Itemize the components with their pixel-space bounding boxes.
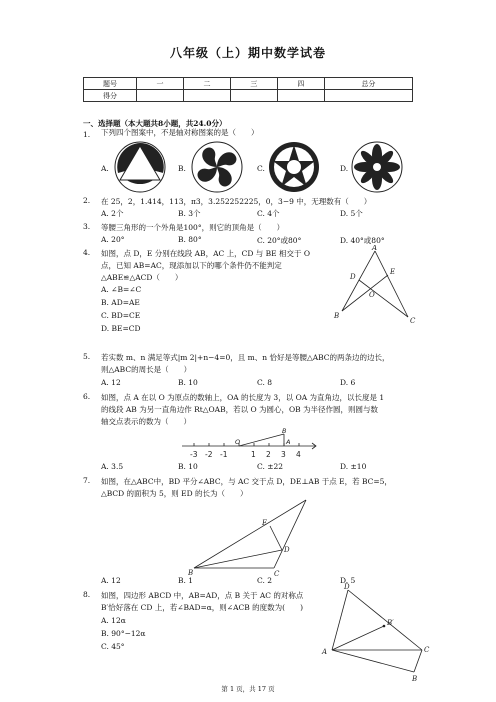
score-cell: 题号 [84, 78, 137, 90]
option-a: A. 20° [101, 235, 125, 244]
option-c: C. 4个 [257, 209, 280, 218]
option-b: B. 80° [178, 235, 202, 244]
label-d: D [350, 273, 356, 281]
label-b: B [412, 675, 418, 682]
question-number: 4. [83, 248, 91, 257]
label-d: D [344, 583, 350, 591]
option-d: D. 6 [340, 378, 356, 387]
question-line: 如图，点 D，E 分别在线段 AB，AC 上，CD 与 BE 相交于 O [101, 249, 311, 258]
question-line: △ABE≌△ACD（ ） [101, 273, 183, 282]
option-b: B. 10 [178, 462, 198, 471]
label-b: B [188, 569, 194, 576]
quadrilateral-abcd-figure [318, 582, 434, 682]
option-d: D. ±10 [340, 462, 367, 471]
label-b-prime: B′ [387, 619, 394, 627]
option-b: B. [178, 164, 186, 173]
section-heading: 一、选择题（本大题共8小题，共24.0分） [83, 119, 227, 128]
score-cell: 一 [137, 78, 184, 90]
option-a: A. 2个 [101, 209, 124, 218]
option-d: D. [340, 164, 349, 173]
page-title: 八年级（上）期中数学试卷 [169, 46, 326, 60]
score-cell [137, 90, 184, 102]
label-a: A [286, 438, 291, 446]
score-cell: 四 [277, 78, 324, 90]
score-table-header-row [84, 78, 413, 90]
question-line: 如图，点 A 在以 O 为原点的数轴上，OA 的长度为 3，以 OA 为直角边，以长度是 1 [101, 393, 385, 402]
label-c: C [424, 646, 430, 654]
question-line: B′恰好落在 CD 上，若∠BAD=α，则∠ACB 的度数为( ) [101, 603, 303, 612]
option-a: A. 12 [101, 576, 121, 585]
question-number: 3. [83, 222, 91, 231]
question-line: 轴交点表示的数为（ ） [101, 417, 191, 426]
pattern-b-image [190, 140, 244, 194]
label-e: E [390, 268, 396, 276]
option-a: A. 12 [101, 378, 121, 387]
origin-label: O [235, 438, 241, 446]
tick-label: 3 [281, 450, 286, 459]
triangle-bd-figure [188, 496, 314, 576]
option-b: B. 10 [178, 378, 198, 387]
page-footer: 第 1 页，共 17 页 [221, 685, 275, 693]
tick-label: -3 [190, 450, 198, 459]
option-d: D. 40°或80° [340, 236, 385, 245]
label-o: O [369, 291, 375, 299]
question-line: 如图，四边形 ABCD 中，AB=AD，点 B 关于 AC 的对称点 [101, 591, 304, 600]
option-c: C. 20°或80° [257, 236, 302, 245]
option-c: C. 8 [257, 378, 273, 387]
label-b: B [334, 312, 340, 320]
option-c: C. 45° [101, 642, 125, 651]
option-d: D. BE=CD [101, 324, 141, 333]
pattern-d-image [350, 140, 404, 194]
option-a: A. ∠B=∠C [101, 285, 142, 294]
label-e: E [262, 519, 268, 527]
score-cell [183, 90, 230, 102]
option-a: A. 12α [101, 616, 126, 625]
score-cell: 总分 [324, 78, 412, 90]
tick-label: 1 [251, 450, 256, 459]
question-line: 点，已知 AB=AC，现添加以下的哪个条件仍不能判定 [101, 261, 282, 270]
option-a: A. 3.5 [101, 462, 124, 471]
pattern-c-image [267, 140, 321, 194]
option-b: B. 90°−12α [101, 629, 146, 638]
option-d: D. 5 [340, 576, 356, 585]
option-b: B. 3个 [178, 209, 201, 218]
score-cell: 三 [230, 78, 277, 90]
tick-label: -1 [220, 450, 228, 459]
question-number: 2. [83, 196, 91, 205]
label-c: C [274, 570, 280, 576]
option-b: B. 1 [178, 576, 194, 585]
score-cell [277, 90, 324, 102]
score-table-score-row [84, 90, 413, 102]
option-b: B. AD=AE [101, 298, 140, 307]
score-cell [230, 90, 277, 102]
tick-label: 4 [296, 450, 301, 459]
option-c: C. 2 [257, 576, 273, 585]
option-d: D. 5个 [340, 209, 363, 218]
score-cell: 得分 [84, 90, 137, 102]
question-number: 6. [83, 392, 91, 401]
question-number: 8. [83, 590, 91, 599]
question-number: 5. [83, 352, 91, 361]
option-c: C. ±22 [257, 462, 284, 471]
question-line: 的线段 AB 为另一直角边作 Rt△OAB，若以 O 为圆心，OB 为半径作圆，则圆与数 [101, 405, 379, 414]
question-number: 7. [83, 476, 91, 485]
question-line: 如图，在△ABC中，BD 平分∠ABC，与 AC 交于点 D，DE⊥AB 于点 E，若 BC=5， [101, 477, 392, 486]
option-c: C. [257, 164, 265, 173]
score-cell: 二 [183, 78, 230, 90]
option-a: A. [101, 164, 109, 173]
pattern-a-image [113, 140, 167, 194]
question-line: △BCD 的面积为 5，则 ED 的长为（ ） [101, 489, 248, 498]
label-a: A [322, 648, 328, 656]
question-text: 等腰三角形的一个外角是100°，则它的顶角是（ ） [101, 223, 285, 232]
question-line: 若实数 m、n 满足等式|m 2|+n−4=0，且 m、n 恰好是等腰△ABC的两条边的边长， [101, 353, 390, 362]
question-number: 1. [83, 130, 91, 139]
number-line-figure [180, 426, 320, 462]
tick-label: -2 [205, 450, 213, 459]
label-d: D [284, 546, 290, 554]
score-cell [324, 90, 412, 102]
score-table [83, 77, 413, 102]
label-c: C [410, 317, 416, 323]
question-text: 在 25，2，1.414，113，π3，3.252252225，0，3−9 中，无理数有（ ） [101, 197, 372, 206]
tick-label: 2 [266, 450, 271, 459]
label-b: B [282, 427, 287, 435]
question-line: 则△ABC的周长是（ ） [101, 365, 192, 374]
question-text: 下列四个图案中，不是轴对称图案的是（ ） [101, 128, 259, 137]
triangle-abc-figure [330, 245, 420, 323]
label-a: A [372, 245, 378, 252]
option-c: C. BD=CE [101, 311, 141, 320]
